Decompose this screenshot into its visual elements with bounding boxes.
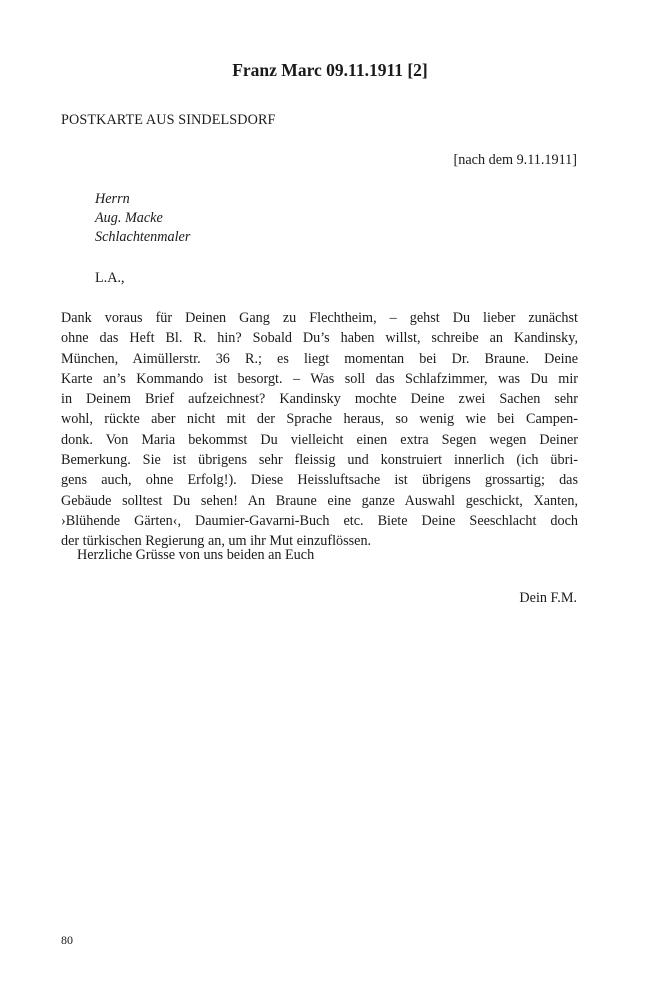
letter-salutation: L.A., bbox=[95, 270, 125, 286]
address-line: Schlachtenmaler bbox=[95, 229, 191, 245]
letter-overline: POSTKARTE AUS SINDELSDORF bbox=[61, 112, 276, 128]
address-line: Herrn bbox=[95, 191, 130, 207]
page-title: Franz Marc 09.11.1911 [2] bbox=[232, 60, 428, 80]
body-line: Karte an’s Kommando ist besorgt. – Was soll das Schlafzimmer, was Du mir bbox=[61, 370, 578, 387]
letter-closing: Herzliche Grüsse von uns beiden an Euch bbox=[77, 547, 315, 563]
letter-address bbox=[95, 190, 190, 247]
body-line: München, Aimüllerstr. 36 R.; es liegt momentan bei Dr. Braune. Deine bbox=[61, 350, 578, 367]
body-line: gens auch, ohne Erfolg!). Diese Heissluftsache ist übrigens grossartig; das bbox=[61, 472, 578, 489]
letter-signature: Dein F.M. bbox=[519, 590, 577, 606]
body-line: Dank voraus für Deinen Gang zu Flechtheim, – gehst Du lieber zunächst bbox=[61, 310, 578, 326]
body-line: in Deinem Brief aufzeichnest? Kandinsky mochte Deine zwei Sachen sehr bbox=[61, 391, 578, 408]
body-line: wohl, rückte aber nicht mit der Sprache heraus, so wenig wie bei Campen- bbox=[61, 411, 578, 428]
body-line: Bemerkung. Sie ist übrigens sehr fleissig und konstruiert innerlich (ich übri- bbox=[61, 452, 578, 469]
letter-body bbox=[61, 308, 578, 552]
page-number: 80 bbox=[61, 933, 73, 947]
letter-date: [nach dem 9.11.1911] bbox=[453, 152, 577, 168]
body-line: der türkischen Regierung an, um ihr Mut einzuflössen. bbox=[61, 533, 372, 550]
address-line: Aug. Macke bbox=[95, 210, 163, 226]
body-line: ohne das Heft Bl. R. hin? Sobald Du’s haben willst, schreibe an Kandinsky, bbox=[61, 330, 578, 347]
body-line: Gebäude solltest Du sehen! An Braune eine ganze Auswahl geschickt, Xanten, bbox=[61, 492, 578, 509]
body-line: ›Blühende Gärten‹, Daumier-Gavarni-Buch etc. Biete Deine Seeschlacht doch bbox=[61, 512, 578, 529]
body-line: donk. Von Maria bekommst Du vielleicht einen extra Segen wegen Deiner bbox=[61, 431, 578, 448]
